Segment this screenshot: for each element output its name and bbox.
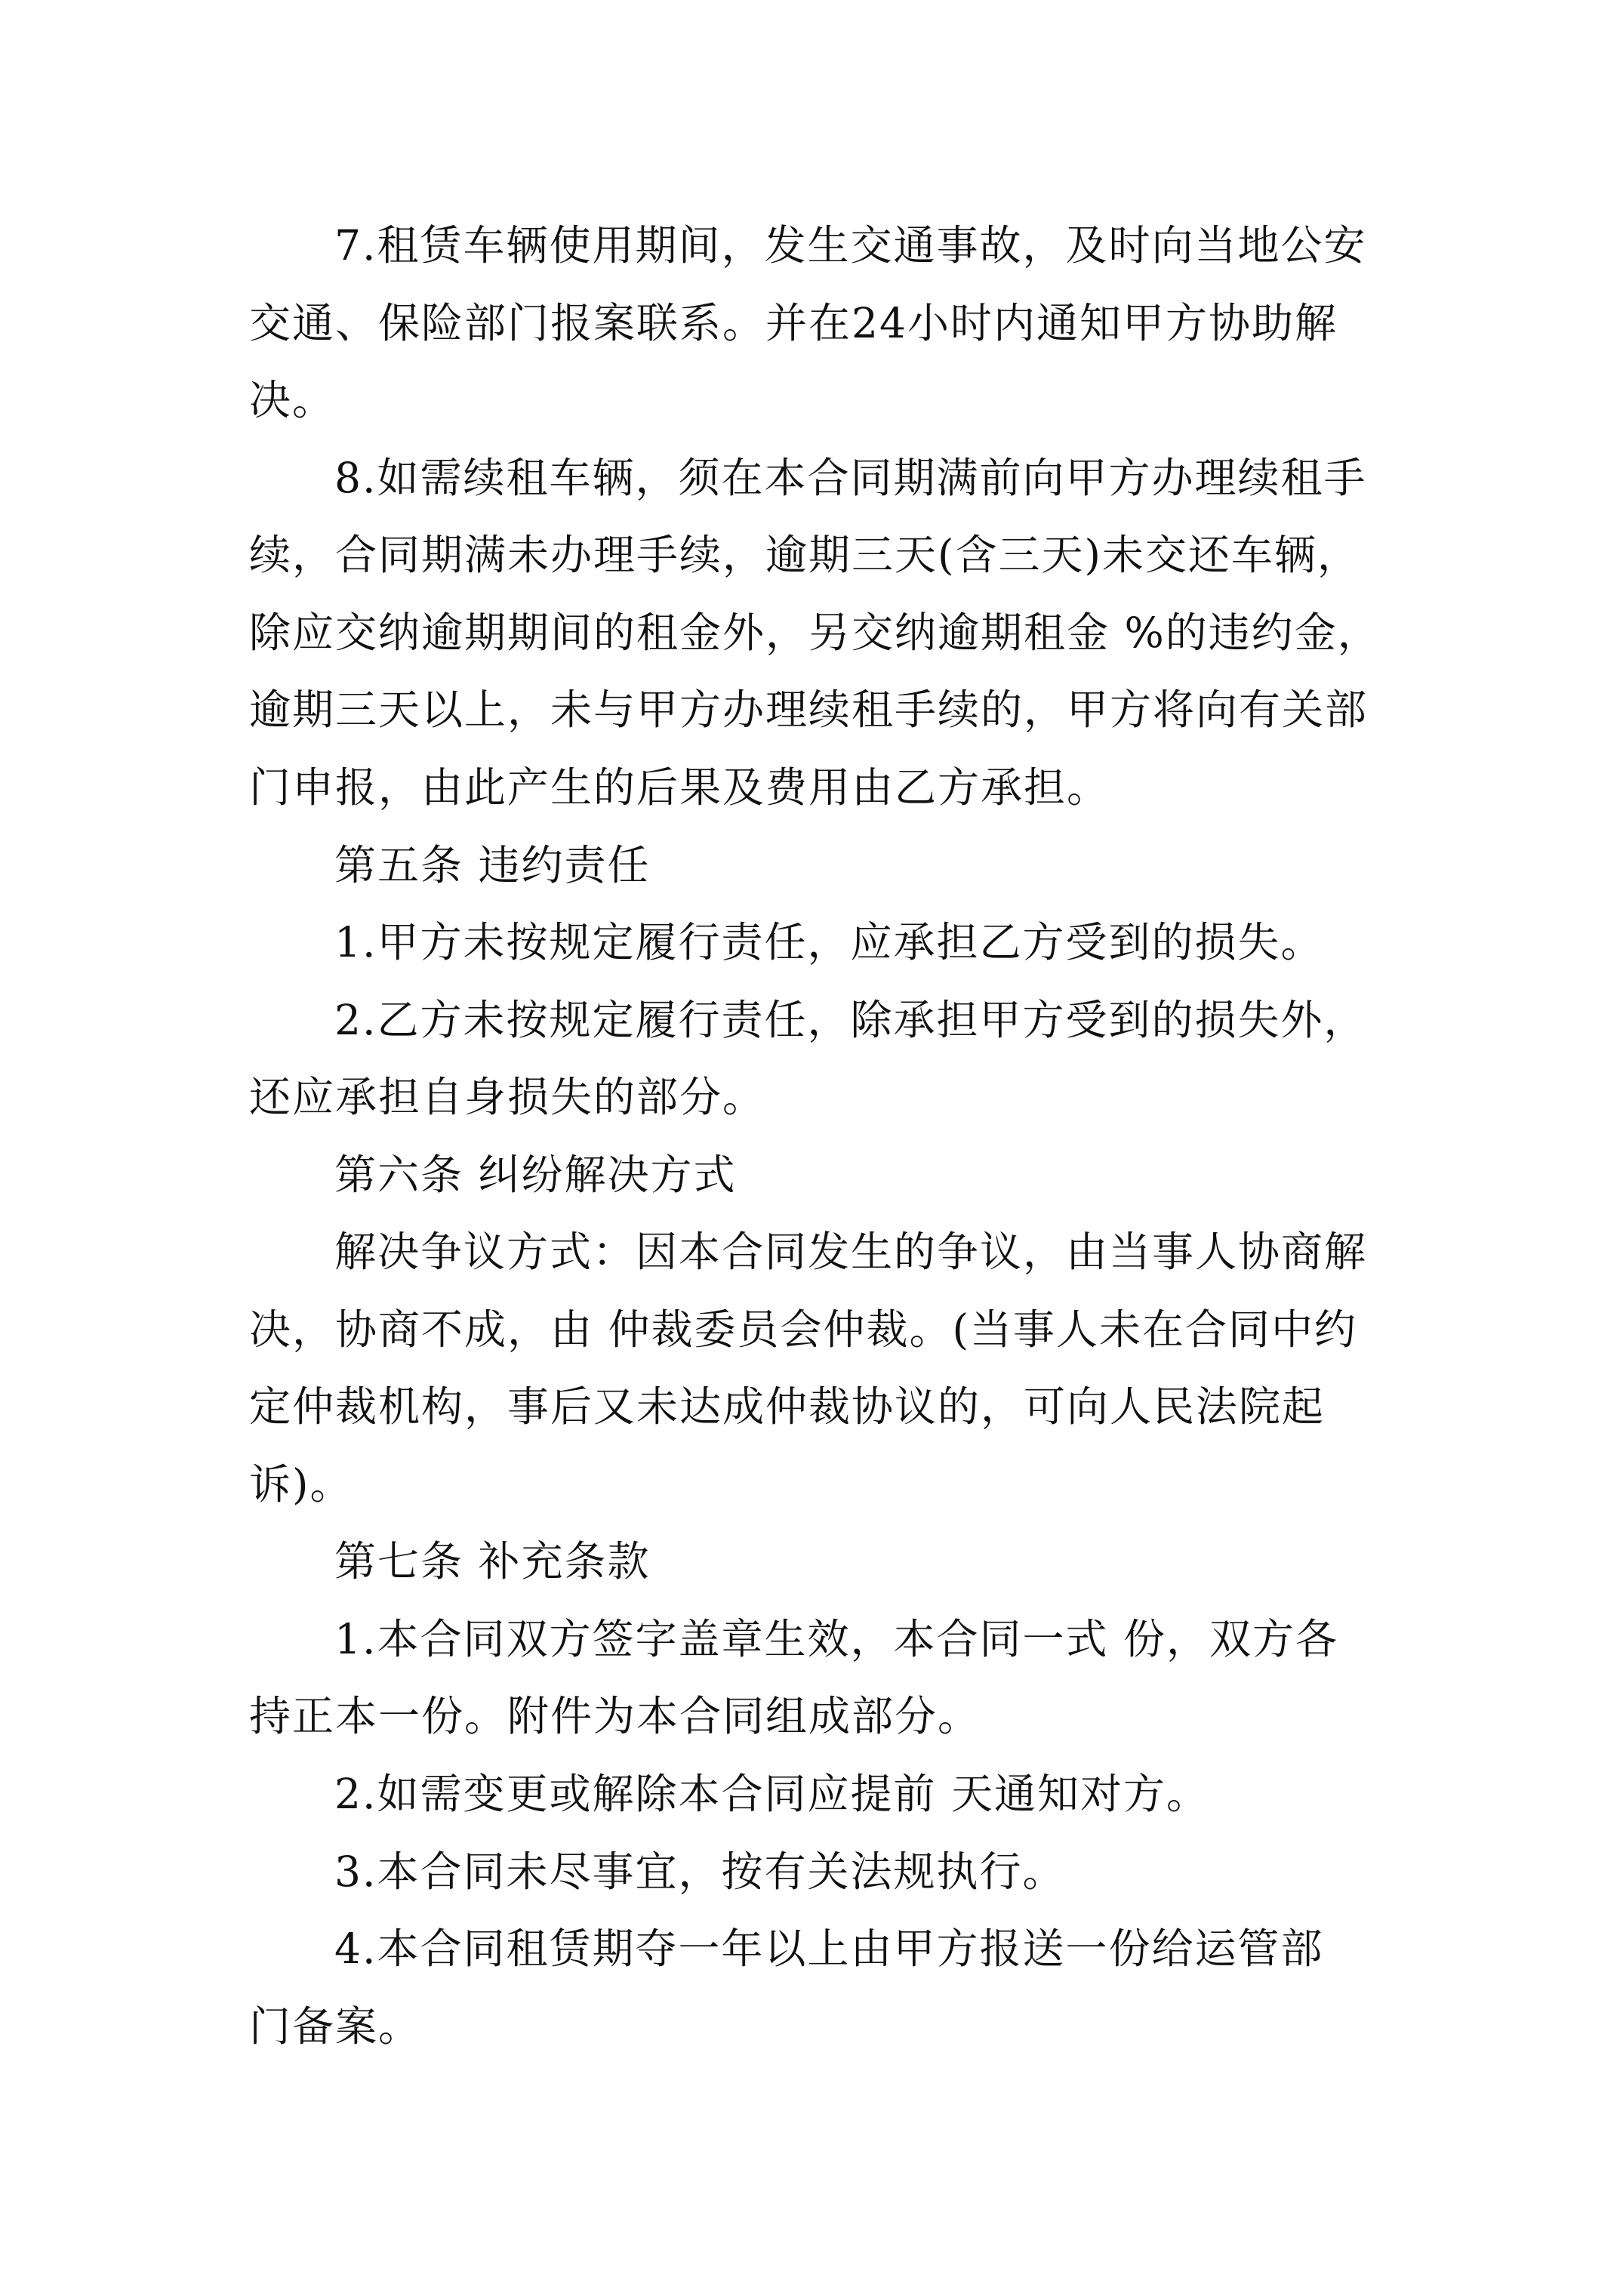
text-line: 7.租赁车辆使用期间，发生交通事故，及时向当地公安 [334, 221, 1367, 270]
text-line: 决。 [249, 376, 336, 424]
text-line: 2.乙方未按规定履行责任，除承担甲方受到的损失外， [334, 996, 1367, 1044]
text-line: 决，协商不成，由 仲裁委员会仲裁。(当事人未在合同中约 [249, 1305, 1357, 1354]
text-line: 交通、保险部门报案联系。并在24小时内通知甲方协助解 [249, 299, 1338, 347]
text-line: 诉)。 [249, 1460, 353, 1509]
text-line: 2.如需变更或解除本合同应提前 天通知对方。 [334, 1770, 1209, 1818]
text-line: 门备案。 [249, 2002, 422, 2051]
text-line: 逾期三天以上，未与甲方办理续租手续的，甲方将向有关部 [249, 686, 1369, 734]
text-line: 解决争议方式：因本合同发生的争议，由当事人协商解 [334, 1228, 1368, 1276]
text-line: 还应承担自身损失的部分。 [249, 1073, 766, 1121]
text-line: 8.如需续租车辆，须在本合同期满前向甲方办理续租手 [334, 454, 1367, 502]
text-line: 定仲裁机构，事后又未达成仲裁协议的，可向人民法院起 [249, 1382, 1326, 1431]
section-heading: 第六条 纠纷解决方式 [334, 1151, 737, 1199]
text-line: 除应交纳逾期期间的租金外，另交纳逾期租金 %的违约金， [249, 609, 1381, 657]
text-line: 门申报，由此产生的后果及费用由乙方承担。 [249, 763, 1110, 812]
section-heading: 第五条 违约责任 [334, 841, 651, 889]
text-line: 1.本合同双方签字盖章生效，本合同一式 份，双方各 [334, 1615, 1338, 1663]
text-line: 3.本合同未尽事宜，按有关法规执行。 [334, 1848, 1066, 1896]
section-heading: 第七条 补充条款 [334, 1537, 651, 1586]
text-line: 持正本一份。附件为本合同组成部分。 [249, 1692, 981, 1740]
text-line: 4.本合同租赁期夺一年以上由甲方报送一份给运管部 [334, 1925, 1324, 1973]
text-line: 续，合同期满未办理手续，逾期三天(含三天)未交还车辆， [249, 531, 1360, 579]
text-line: 1.甲方未按规定履行责任，应承担乙方受到的损失。 [334, 918, 1324, 966]
